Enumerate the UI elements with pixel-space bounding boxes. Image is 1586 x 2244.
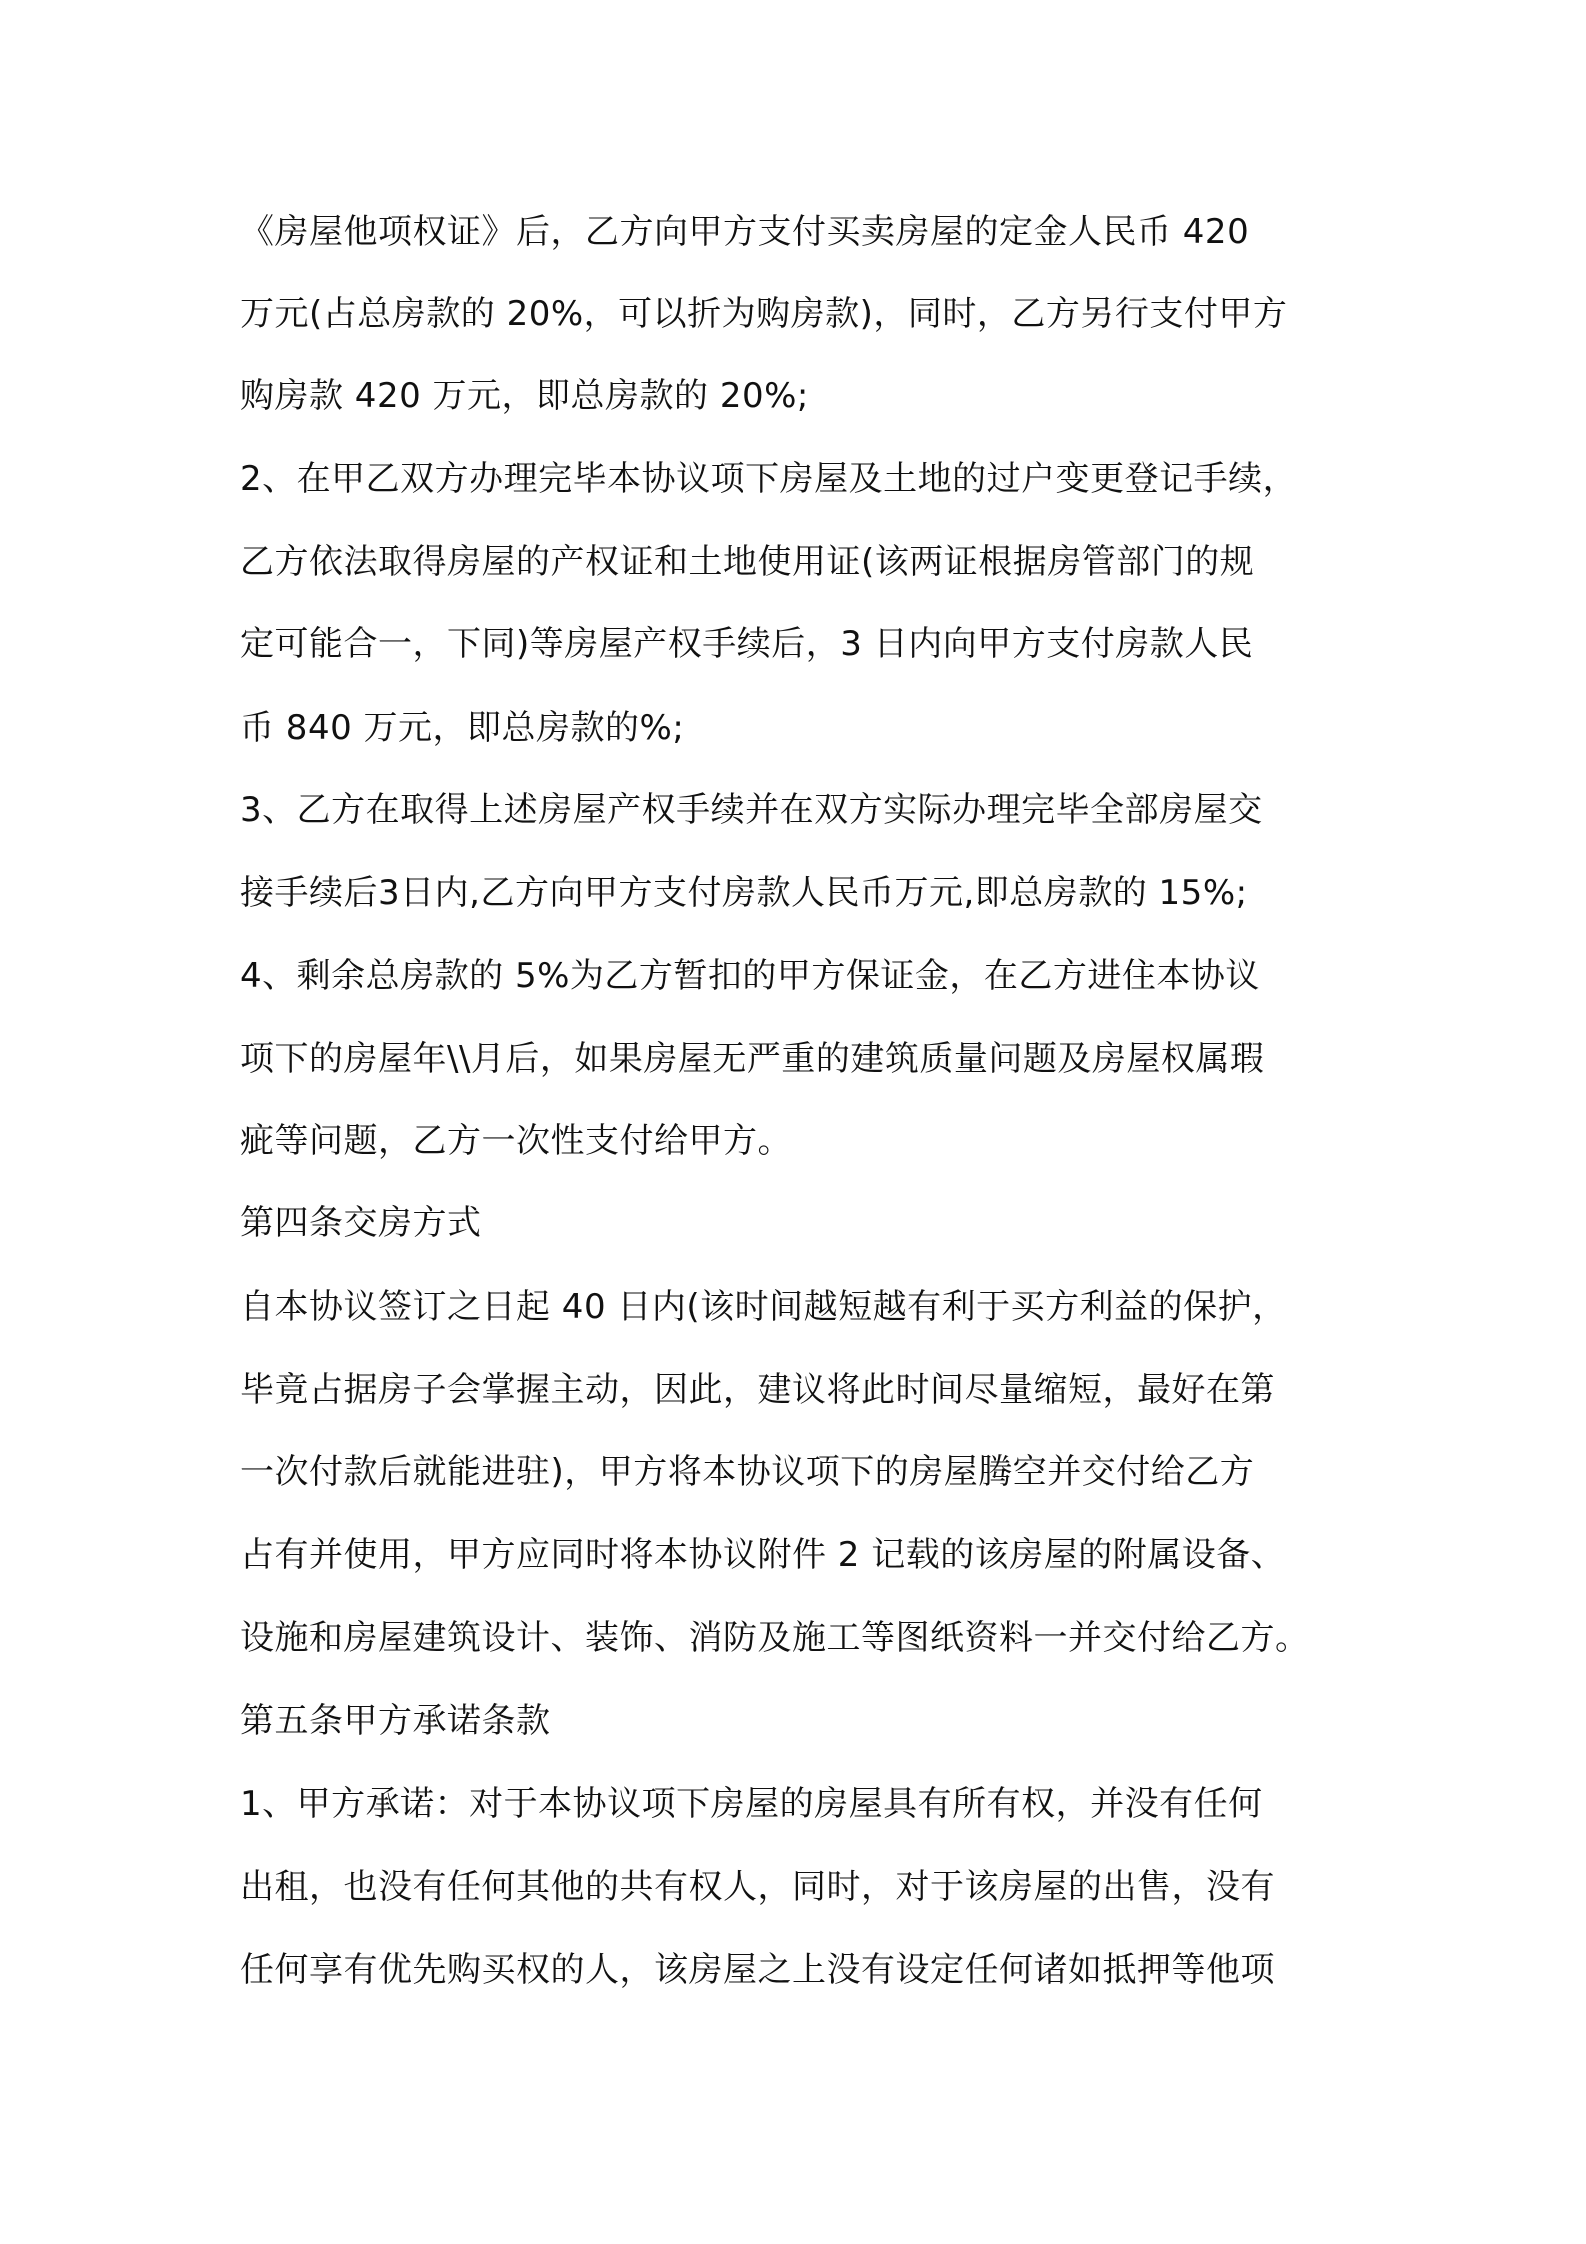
text-line: 《房屋他项权证》后，乙方向甲方支付买卖房屋的定金人民币 420: [240, 212, 1250, 252]
text-line: 2、在甲乙双方办理完毕本协议项下房屋及土地的过户变更登记手续，: [240, 459, 1298, 499]
text-line: 疵等问题，乙方一次性支付给甲方。: [240, 1121, 792, 1161]
text-line: 币 840 万元，即总房款的%;: [240, 708, 685, 748]
section-heading: 第五条甲方承诺条款: [240, 1701, 551, 1741]
text-line: 1、甲方承诺：对于本协议项下房屋的房屋具有所有权，并没有任何: [240, 1784, 1263, 1824]
text-line: 自本协议签订之日起 40 日内(该时间越短越有利于买方利益的保护，: [240, 1287, 1287, 1327]
text-line: 接手续后3日内,乙方向甲方支付房款人民币万元,即总房款的 15%;: [240, 873, 1248, 913]
text-line: 购房款 420 万元，即总房款的 20%;: [240, 376, 809, 416]
text-line: 4、剩余总房款的 5%为乙方暂扣的甲方保证金，在乙方进住本协议: [240, 956, 1260, 996]
text-line: 任何享有优先购买权的人，该房屋之上没有设定任何诸如抵押等他项: [240, 1950, 1275, 1990]
text-line: 乙方依法取得房屋的产权证和土地使用证(该两证根据房管部门的规: [240, 542, 1255, 582]
text-line: 设施和房屋建筑设计、装饰、消防及施工等图纸资料一并交付给乙方。: [240, 1618, 1310, 1658]
text-line: 3、乙方在取得上述房屋产权手续并在双方实际办理完毕全部房屋交: [240, 790, 1263, 830]
text-line: 一次付款后就能进驻)，甲方将本协议项下的房屋腾空并交付给乙方: [240, 1452, 1255, 1492]
text-line: 出租，也没有任何其他的共有权人，同时，对于该房屋的出售，没有: [240, 1867, 1275, 1907]
text-line: 项下的房屋年\\月后，如果房屋无严重的建筑质量问题及房屋权属瑕: [240, 1039, 1265, 1079]
text-line: 毕竟占据房子会掌握主动，因此，建议将此时间尽量缩短，最好在第: [240, 1370, 1275, 1410]
section-heading: 第四条交房方式: [240, 1203, 482, 1243]
text-line: 占有并使用，甲方应同时将本协议附件 2 记载的该房屋的附属设备、: [240, 1535, 1286, 1575]
text-line: 万元(占总房款的 20%，可以折为购房款)，同时，乙方另行支付甲方: [240, 294, 1288, 334]
text-line: 定可能合一，下同)等房屋产权手续后，3 日内向甲方支付房款人民: [240, 624, 1254, 664]
